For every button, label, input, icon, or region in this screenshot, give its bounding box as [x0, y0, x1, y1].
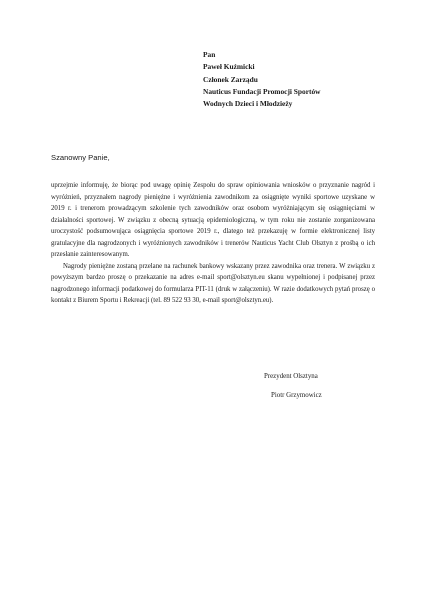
addressee-block — [203, 49, 403, 110]
addressee-position: Członek Zarządu — [203, 74, 258, 84]
letter-body — [51, 180, 375, 307]
addressee-honorific: Pan — [203, 50, 216, 59]
salutation: Szanowny Panie, — [51, 153, 110, 162]
body-paragraph-1: uprzejmie informuję, że biorąc pod uwagę opinię Zespołu do spraw opiniowania wniosków o przyznanie nagród i wyróżnień, przyznałem nagrody pieniężne i wyróżnienia zawodnikom za osiągnięte wyniki sportowe uzyskane w 2019 r. i trenerom prowadzącym szkolenie tych zawodników oraz osobom wyróżniającym się osiągnięciami w działalności sportowej. W związku z obecną sytuacją epidemiologiczną, w tym roku nie zostanie zorganizowana uroczystość podsumowująca osiągnięcia sportowe 2019 r., dlatego też przekazuję w formie elektronicznej listy gratulacyjne dla nagrodzonych i wyróżnionych zawodników i trenerów Nauticus Yacht Club Olsztyn z prośbą o ich przesłanie zainteresowanym. — [51, 182, 375, 259]
addressee-organization: Nauticus Fundacji Promocji Sportów — [203, 86, 321, 96]
addressee-organization-cont: Wodnych Dzieci i Młodzieży — [203, 99, 293, 109]
body-paragraph-2: Nagrody pieniężne zostaną przelane na rachunek bankowy wskazany przez zawodnika oraz trenera. W związku z powyższym bardzo proszę o przekazanie na adres e-mail sport@olsztyn.eu skanu wypełnionej i podpisanej przez nagrodzonego informacji podatkowej do formularza PIT-11 (druk w załączeniu). W razie dodatkowych pytań proszę o kontakt z Biurem Sportu i Rekreacji (tel. 89 522 93 30, e-mail sport@olsztyn.eu). — [51, 262, 375, 305]
signatory-name: Piotr Grzymowicz — [271, 392, 322, 399]
addressee-name: Paweł Kuźmicki — [203, 62, 255, 72]
signatory-title: Prezydent Olsztyna — [264, 373, 318, 380]
